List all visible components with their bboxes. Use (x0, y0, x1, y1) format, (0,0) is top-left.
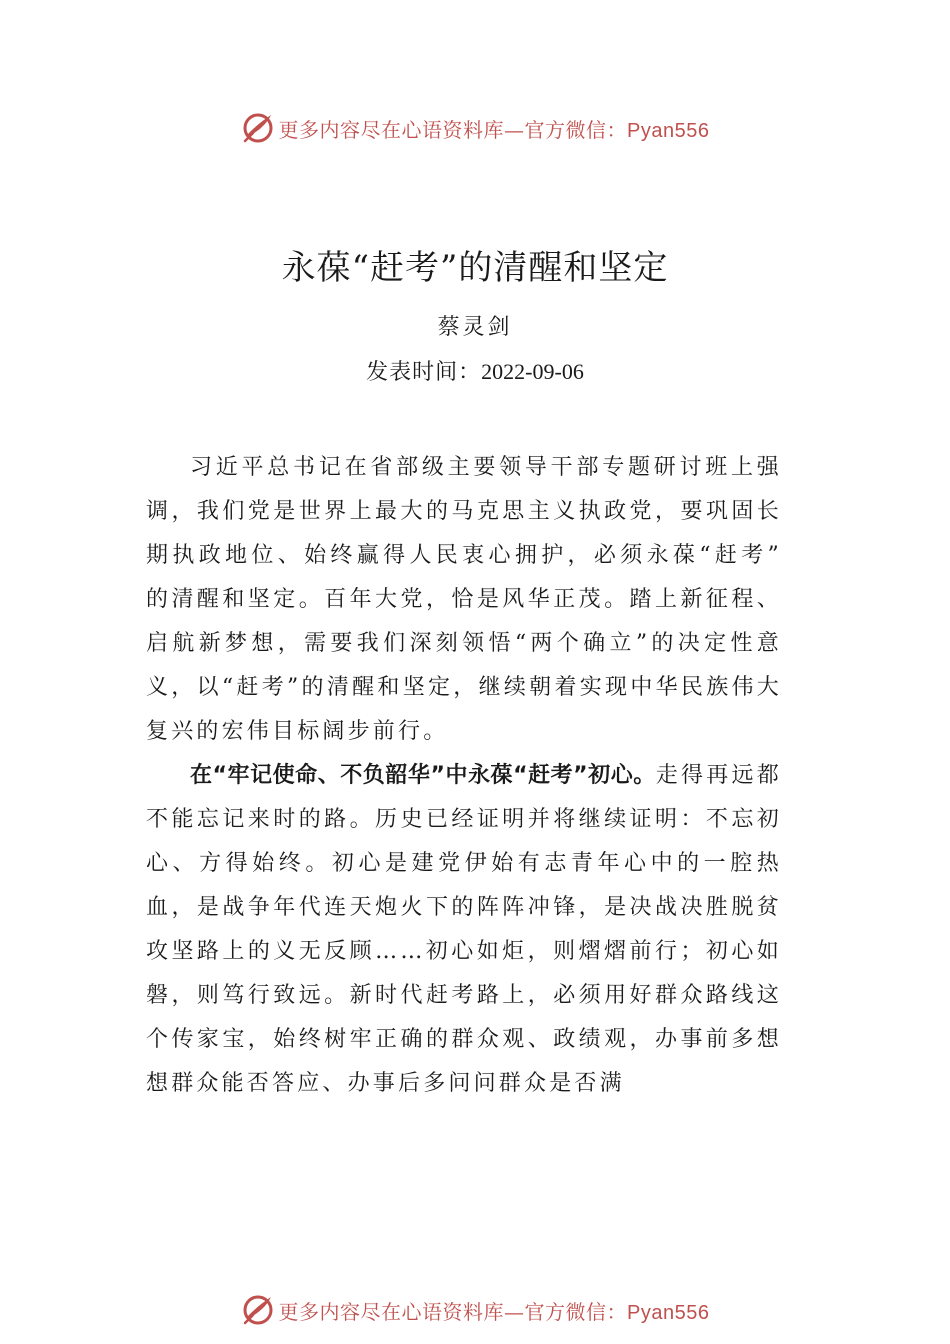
watermark-banner-bottom (0, 1290, 950, 1330)
paragraph-2-lead: 在“牢记使命、不负韶华”中永葆“赶考”初心。 (190, 763, 656, 788)
article-body (146, 446, 782, 1106)
publish-date (0, 355, 950, 386)
wechat-id: Pyan556 (627, 119, 710, 142)
publish-date-label: 发表时间： (366, 360, 482, 385)
watermark-banner-top (0, 108, 950, 148)
watermark-text: 更多内容尽在心语资料库—官方微信：Pyan556 (278, 117, 710, 142)
article-author: 蔡灵剑 (437, 315, 513, 340)
watermark-text: 更多内容尽在心语资料库—官方微信：Pyan556 (278, 1299, 710, 1324)
quill-pen-logo-icon (241, 1293, 275, 1327)
paragraph-1-text: 习近平总书记在省部级主要领导干部专题研讨班上强调，我们党是世界上最大的马克思主义执政党，要巩固长期执政地位、始终赢得人民衷心拥护，必须永葆“赶考” 的清醒和坚定。百年大党，恰是风华正茂。踏上新征程、启航新梦想，需要我们深刻领悟“两个确立”的决定性意义，以“赶考”的清醒和坚定，继续朝着实现中华民族伟大复兴的宏伟目标阔步前行。 (146, 455, 782, 744)
quill-pen-logo-icon (241, 111, 275, 145)
paragraph-1 (146, 446, 782, 754)
publish-date-value: 2022-09-06 (481, 359, 584, 384)
article-title: 永葆“赶考”的清醒和坚定 (281, 248, 669, 288)
wechat-id: Pyan556 (627, 1301, 710, 1324)
paragraph-2 (146, 754, 782, 1106)
paragraph-2-text: 走得再远都不能忘记来时的路。历史已经证明并将继续证明：不忘初心、方得始终。初心是建党伊始有志青年心中的一腔热血，是战争年代连天炮火下的阵阵冲锋，是决战决胜脱贫攻坚路上的义无反顾……初心如炬，则熠熠前行；初心如磐，则笃行致远。新时代赶考路上，必须用好群众路线这个传家宝，始终树牢正确的群众观、政绩观，办事前多想想群众能否答应、办事后多问问群众是否满 (146, 763, 782, 1096)
